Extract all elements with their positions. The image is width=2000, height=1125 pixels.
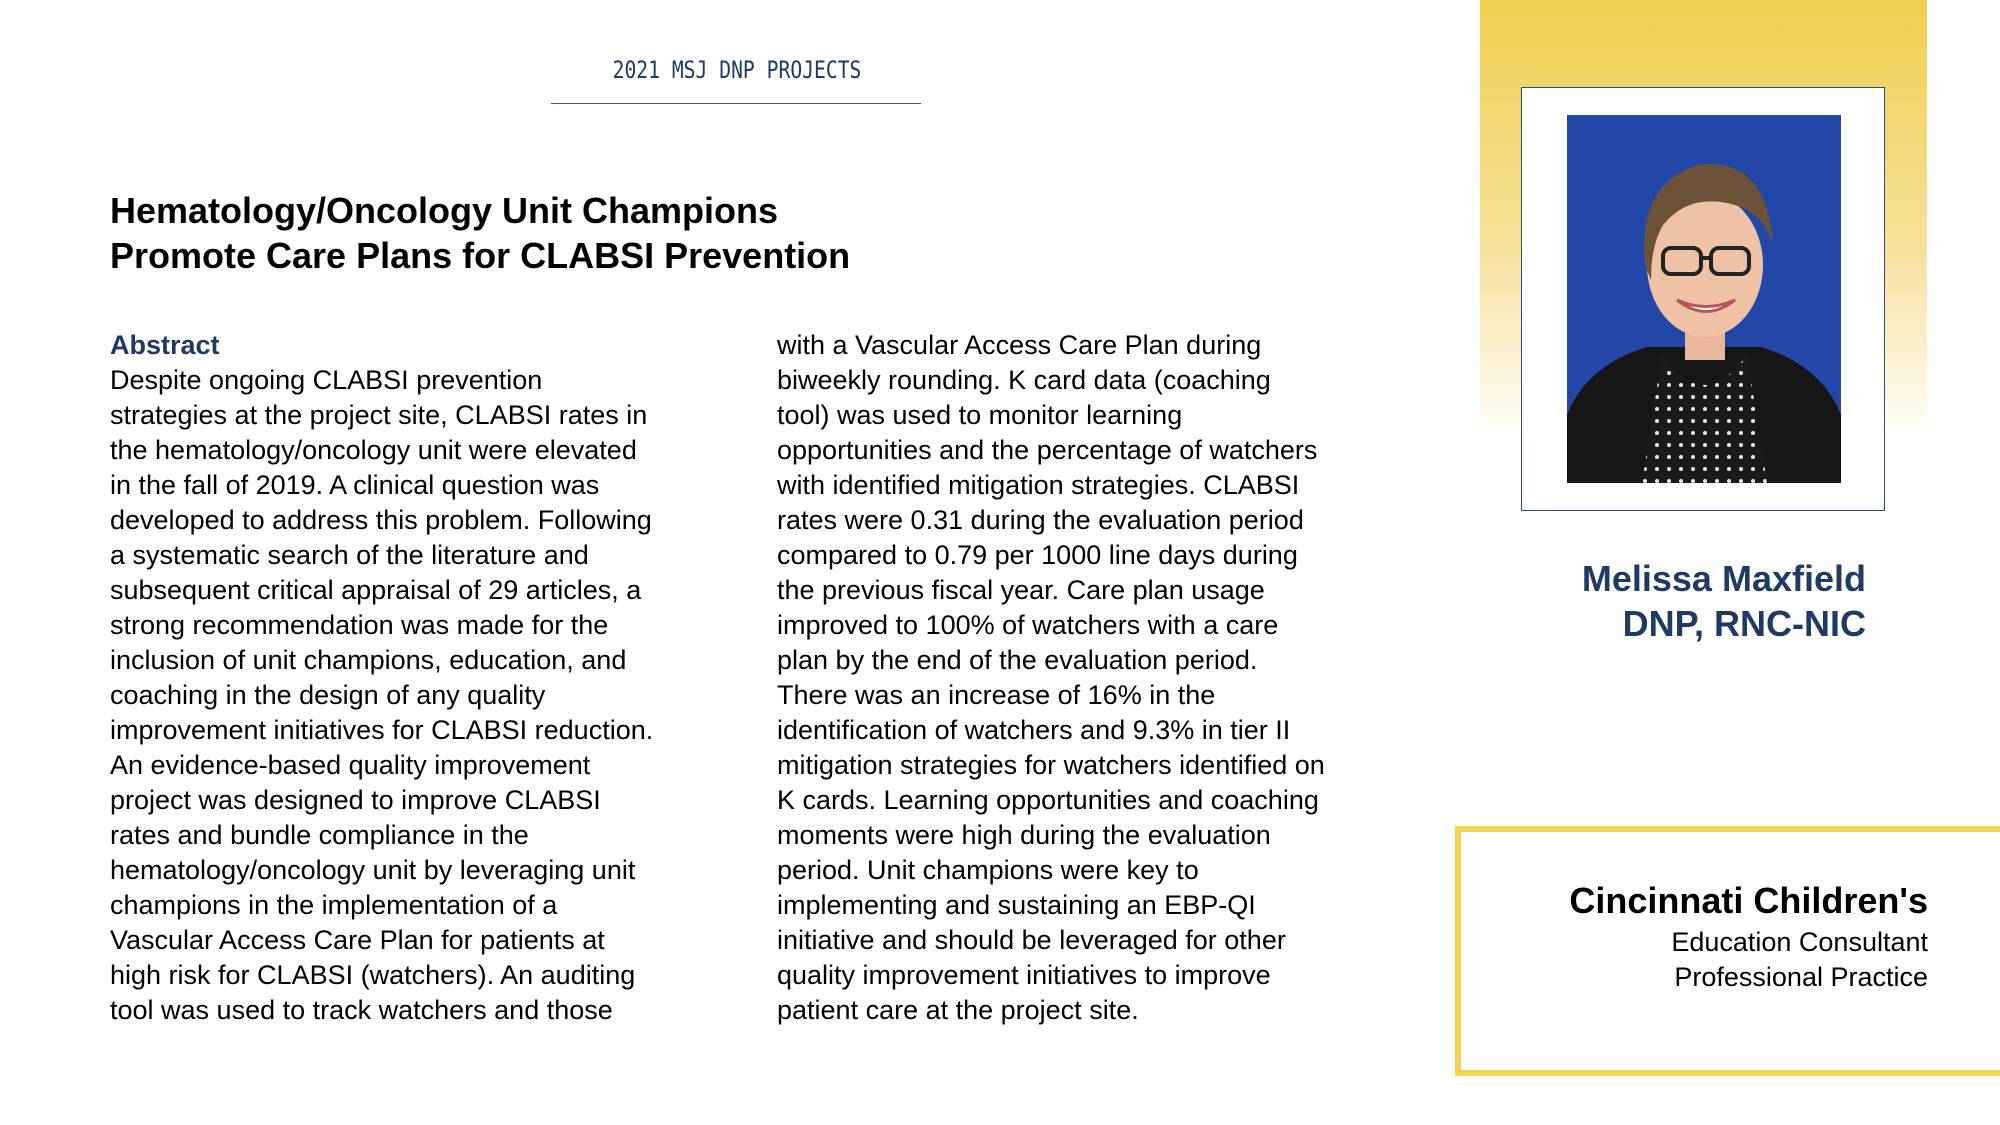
abstract-line: project was designed to improve CLABSI bbox=[110, 785, 601, 815]
abstract-line: moments were high during the evaluation bbox=[777, 820, 1271, 850]
abstract-line: quality improvement initiatives to improve bbox=[777, 960, 1271, 990]
abstract-line: subsequent critical appraisal of 29 articles, a bbox=[110, 575, 642, 605]
abstract-line: opportunities and the percentage of watchers bbox=[777, 435, 1318, 465]
abstract-line: patient care at the project site. bbox=[777, 995, 1139, 1025]
abstract-line: developed to address this problem. Following bbox=[110, 505, 652, 535]
abstract-line: with identified mitigation strategies. CLABSI bbox=[777, 470, 1300, 500]
abstract-line: mitigation strategies for watchers identified on bbox=[777, 750, 1325, 780]
author-portrait-illustration bbox=[1567, 115, 1841, 483]
abstract-line: implementing and sustaining an EBP-QI bbox=[777, 890, 1256, 920]
abstract-line: period. Unit champions were key to bbox=[777, 855, 1199, 885]
author-name-block bbox=[1480, 556, 1866, 646]
abstract-column-1 bbox=[110, 328, 710, 1028]
abstract-line: the hematology/oncology unit were elevated bbox=[110, 435, 637, 465]
affiliation-organization: Cincinnati Children's bbox=[1569, 880, 1928, 921]
abstract-line: K cards. Learning opportunities and coaching bbox=[777, 785, 1319, 815]
abstract-line: hematology/oncology unit by leveraging unit bbox=[110, 855, 636, 885]
abstract-line: Despite ongoing CLABSI prevention bbox=[110, 365, 543, 395]
abstract-column-2 bbox=[777, 328, 1417, 1028]
abstract-line: in the fall of 2019. A clinical question was bbox=[110, 470, 600, 500]
author-credentials: DNP, RNC-NIC bbox=[1622, 603, 1866, 644]
author-photo bbox=[1567, 115, 1841, 483]
abstract-line: inclusion of unit champions, education, and bbox=[110, 645, 627, 675]
abstract-line: coaching in the design of any quality bbox=[110, 680, 546, 710]
abstract-line: strong recommendation was made for the bbox=[110, 610, 609, 640]
abstract-heading: Abstract bbox=[110, 330, 220, 360]
project-title bbox=[110, 188, 1010, 278]
title-line-2: Promote Care Plans for CLABSI Prevention bbox=[110, 235, 851, 276]
abstract-line: plan by the end of the evaluation period. bbox=[777, 645, 1258, 675]
title-line-1: Hematology/Oncology Unit Champions bbox=[110, 190, 779, 231]
abstract-line: with a Vascular Access Care Plan during bbox=[777, 330, 1262, 360]
affiliation-role-1: Education Consultant bbox=[1671, 927, 1928, 957]
abstract-line: Vascular Access Care Plan for patients at bbox=[110, 925, 605, 955]
abstract-line: identification of watchers and 9.3% in tier II bbox=[777, 715, 1291, 745]
abstract-line: tool was used to track watchers and those bbox=[110, 995, 613, 1025]
header-divider bbox=[551, 103, 921, 104]
abstract-line: An evidence-based quality improvement bbox=[110, 750, 591, 780]
abstract-line: the previous fiscal year. Care plan usage bbox=[777, 575, 1265, 605]
abstract-line: There was an increase of 16% in the bbox=[777, 680, 1216, 710]
abstract-line: strategies at the project site, CLABSI rates in bbox=[110, 400, 648, 430]
author-name: Melissa Maxfield bbox=[1581, 558, 1866, 599]
abstract-line: rates were 0.31 during the evaluation period bbox=[777, 505, 1304, 535]
abstract-line: initiative and should be leveraged for other bbox=[777, 925, 1286, 955]
abstract-line: champions in the implementation of a bbox=[110, 890, 558, 920]
abstract-line: tool) was used to monitor learning bbox=[777, 400, 1183, 430]
affiliation-role-2: Professional Practice bbox=[1674, 962, 1928, 992]
header-label: 2021 MSJ DNP PROJECTS bbox=[612, 56, 862, 84]
abstract-line: improved to 100% of watchers with a care bbox=[777, 610, 1279, 640]
abstract-line: a systematic search of the literature and bbox=[110, 540, 589, 570]
abstract-line: rates and bundle compliance in the bbox=[110, 820, 529, 850]
abstract-line: compared to 0.79 per 1000 line days during bbox=[777, 540, 1298, 570]
abstract-line: high risk for CLABSI (watchers). An auditing bbox=[110, 960, 636, 990]
abstract-line: biweekly rounding. K card data (coaching bbox=[777, 365, 1271, 395]
abstract-line: improvement initiatives for CLABSI reduction. bbox=[110, 715, 654, 745]
